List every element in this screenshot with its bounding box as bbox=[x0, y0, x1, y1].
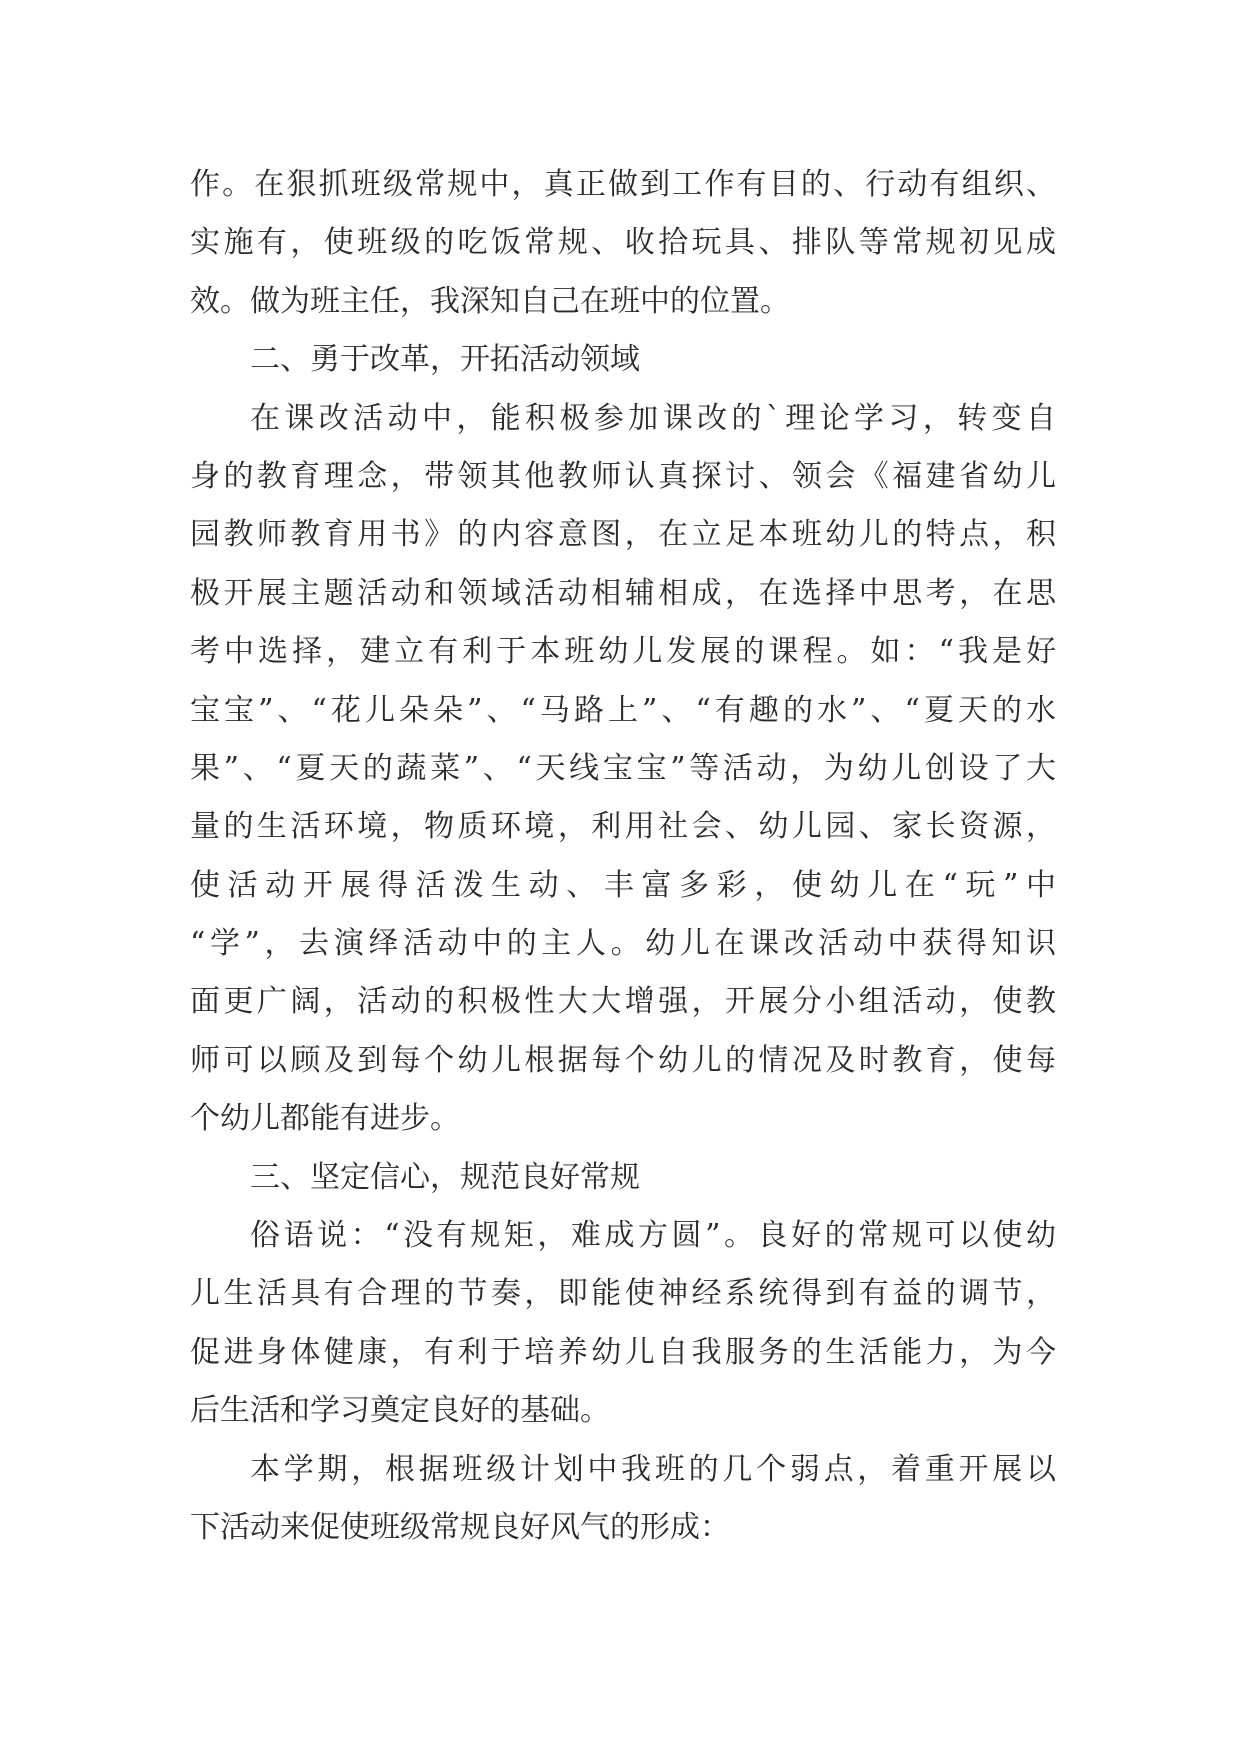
text-line: 身的教育理念，带领其他教师认真探讨、领会《福建省幼儿 bbox=[190, 458, 1056, 494]
text-line: 果”、“夏天的蔬菜”、“天线宝宝”等活动，为幼儿创设了大 bbox=[190, 750, 1056, 786]
text-line: 作。在狠抓班级常规中，真正做到工作有目的、行动有组织、 bbox=[190, 167, 1056, 202]
text-line: 极开展主题活动和领域活动相辅相成，在选择中思考，在思 bbox=[190, 575, 1056, 611]
text-line: 效。做为班主任，我深知自己在班中的位置。 bbox=[190, 283, 790, 319]
text-line: 后生活和学习奠定良好的基础。 bbox=[190, 1393, 610, 1429]
text-line: 宝宝”、“花儿朵朵”、“马路上”、“有趣的水”、“夏天的水 bbox=[190, 692, 1056, 728]
text-line: 园教师教育用书》的内容意图，在立足本班幼儿的特点，积 bbox=[190, 517, 1056, 553]
text-line: 面更广阔，活动的积极性大大增强，开展分小组活动，使教 bbox=[190, 984, 1056, 1020]
document-body bbox=[190, 156, 1056, 1557]
paragraph-first-line: 在课改活动中，能积极参加课改的`理论学习，转变自 bbox=[250, 400, 1056, 436]
text-line: 个幼儿都能有进步。 bbox=[190, 1101, 460, 1137]
text-line: 下活动来促使班级常规良好风气的形成： bbox=[190, 1509, 730, 1545]
text-line: “学”，去演绎活动中的主人。幼儿在课改活动中获得知识 bbox=[190, 926, 1056, 962]
section-heading: 二、勇于改革，开拓活动领域 bbox=[250, 342, 640, 378]
paragraph-first-line: 俗语说：“没有规矩，难成方圆”。良好的常规可以使幼 bbox=[250, 1218, 1056, 1254]
text-line: 师可以顾及到每个幼儿根据每个幼儿的情况及时教育，使每 bbox=[190, 1042, 1056, 1078]
text-line: 考中选择，建立有利于本班幼儿发展的课程。如：“我是好 bbox=[190, 634, 1056, 670]
text-line: 使活动开展得活泼生动、丰富多彩，使幼儿在“玩”中 bbox=[190, 867, 1056, 903]
text-line: 儿生活具有合理的节奏，即能使神经系统得到有益的调节， bbox=[190, 1276, 1056, 1312]
section-heading: 三、坚定信心，规范良好常规 bbox=[250, 1159, 640, 1195]
paragraph-first-line: 本学期，根据班级计划中我班的几个弱点，着重开展以 bbox=[250, 1451, 1056, 1487]
text-line: 实施有，使班级的吃饭常规、收拾玩具、排队等常规初见成 bbox=[190, 225, 1056, 261]
text-line: 量的生活环境，物质环境，利用社会、幼儿园、家长资源， bbox=[190, 809, 1056, 845]
text-line: 促进身体健康，有利于培养幼儿自我服务的生活能力，为今 bbox=[190, 1334, 1056, 1370]
